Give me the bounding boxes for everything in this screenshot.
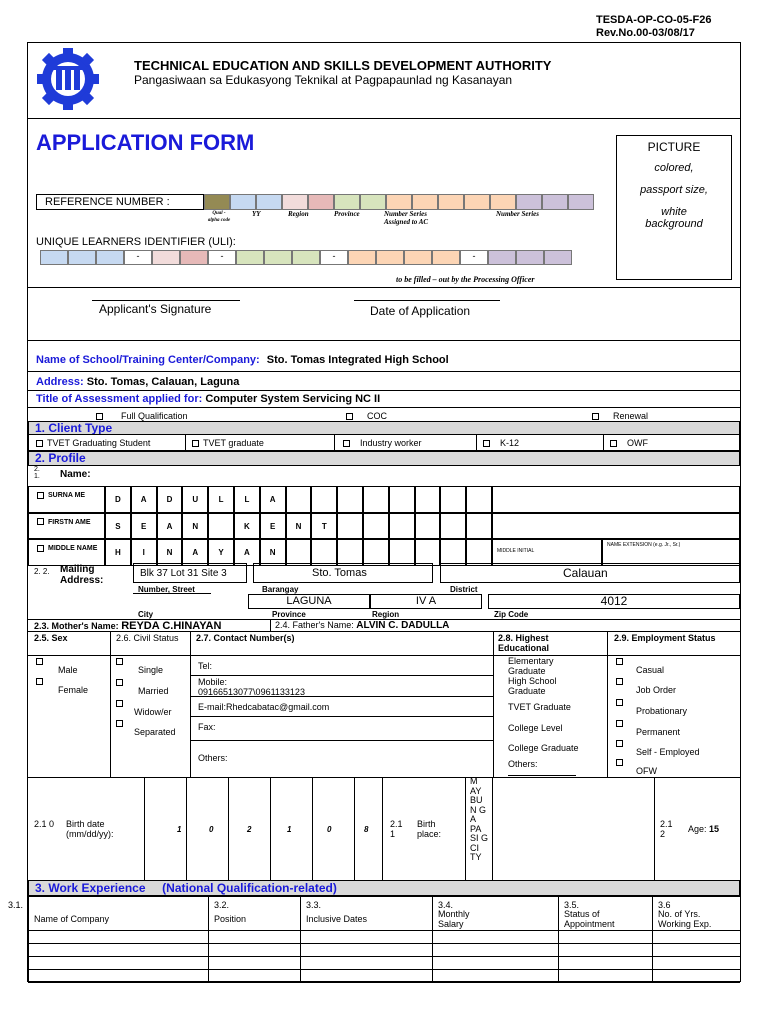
col-status-appointment: Status of Appointment (564, 909, 615, 929)
zip-caption: Zip Code (494, 610, 529, 619)
region-field[interactable]: IV A (370, 594, 482, 609)
date-of-application-label: Date of Application (370, 304, 471, 318)
date-line[interactable] (354, 300, 500, 301)
emp-probationary[interactable]: Probationary (616, 697, 687, 716)
barangay-caption: Barangay (262, 585, 299, 594)
col-position-num: 3.2. (214, 900, 230, 910)
name-letter-cell[interactable] (415, 513, 441, 540)
name-letter-cell[interactable] (363, 539, 389, 566)
middle-initial-field[interactable]: MIDDLE INITIAL (492, 539, 602, 566)
city-caption: City (138, 610, 154, 619)
client-tvet-graduate[interactable]: TVET graduate (192, 438, 264, 448)
name-letter-cell[interactable]: S (105, 513, 131, 540)
name-extra-cell[interactable] (492, 513, 740, 540)
col-years-num: 3.6 (658, 900, 671, 910)
name-letter-cell[interactable]: A (131, 486, 157, 513)
name-letter-cell[interactable]: D (105, 486, 131, 513)
divider (27, 340, 741, 341)
col-status-num: 3.5. (564, 900, 580, 910)
edu-title: 2.8. Highest Educational (498, 633, 550, 653)
agency-tagalog: Pangasiwaan sa Edukasyong Teknikal at Pagpapaunlad ng Kasanayan (134, 73, 513, 87)
processing-note: to be filled – out by the Processing Officer (396, 275, 535, 284)
name-letter-cell[interactable] (415, 539, 441, 566)
name-extra-cell[interactable] (492, 486, 740, 513)
sex-male[interactable]: Male (36, 656, 78, 675)
birth-date-label: Birth date (mm/dd/yy): (66, 819, 114, 839)
option-coc[interactable]: COC (346, 411, 387, 421)
emp-self-employed[interactable]: Self - Employed (616, 738, 700, 757)
emp-title: 2.9. Employment Status (614, 633, 716, 643)
name-letter-cell[interactable] (389, 539, 415, 566)
mailing-label: Mailing Address: (60, 564, 104, 586)
birth-digit-2[interactable]: 0 (209, 825, 214, 834)
name-letter-cell[interactable] (337, 539, 363, 566)
name-letter-cell[interactable] (286, 539, 312, 566)
signature-line[interactable] (92, 300, 240, 301)
col-inclusive-dates: Inclusive Dates (306, 914, 368, 924)
name-letter-cell[interactable] (208, 513, 234, 540)
contact-title: 2.7. Contact Number(s) (196, 633, 295, 643)
edu-elementary[interactable]: Elementary Graduate (508, 656, 554, 676)
option-full-qualification[interactable]: Full Qualification (96, 411, 188, 421)
emp-ofw[interactable]: OFW (616, 757, 657, 776)
name-letter-cell[interactable]: D (157, 486, 183, 513)
form-title: APPLICATION FORM (36, 130, 255, 155)
cap-qual: Qual - alpha code (207, 211, 231, 223)
divider (27, 287, 741, 288)
birth-digit-5[interactable]: 0 (327, 825, 332, 834)
birth-digit-1[interactable]: 1 (177, 825, 182, 834)
work-row-line (28, 930, 740, 931)
name-letter-cell[interactable] (286, 486, 312, 513)
name-letter-cell[interactable] (337, 486, 363, 513)
name-letter-cell[interactable] (311, 486, 337, 513)
profile-num: 2. 1. (34, 466, 40, 480)
edu-highschool[interactable]: High School Graduate (508, 676, 557, 696)
province-field[interactable]: LAGUNA (248, 594, 370, 609)
divider (27, 118, 741, 119)
name-letter-cell[interactable]: N (157, 539, 183, 566)
col-salary-num: 3.4. (438, 900, 454, 910)
name-letter-cell[interactable] (466, 486, 492, 513)
birth-place-value[interactable]: M AY BU N G A PA SI G CI TY (470, 776, 489, 862)
tel-label[interactable]: Tel: (198, 661, 213, 671)
client-tvet-graduating[interactable]: TVET Graduating Student (36, 438, 150, 448)
agency-name: TECHNICAL EDUCATION AND SKILLS DEVELOPMENT AUTHORITY (134, 58, 552, 73)
work-experience-header: 3. Work Experience (National Qualification-related) (28, 880, 740, 896)
emp-casual[interactable]: Casual (616, 656, 664, 675)
name-letter-cell[interactable]: N (260, 539, 286, 566)
name-row-label (28, 513, 105, 540)
reference-label-box: REFERENCE NUMBER : (36, 194, 204, 210)
email-row[interactable]: E-mail:Rhedcabatac@gmail.com (198, 702, 330, 712)
name-letter-cell[interactable] (440, 539, 466, 566)
name-letter-cell[interactable]: N (182, 513, 208, 540)
sex-female[interactable]: Female (36, 676, 88, 695)
work-col-line (432, 896, 433, 982)
applicant-signature-label: Applicant's Signature (99, 302, 212, 316)
mother-row: 2.3. Mother's Name: REYDA C.HINAYAN (34, 620, 222, 632)
work-row-line (28, 982, 740, 983)
sex-title: 2.5. Sex (34, 633, 68, 643)
name-letter-cell[interactable] (311, 539, 337, 566)
name-letter-cell[interactable]: Y (208, 539, 234, 566)
name-letter-cell[interactable]: A (234, 539, 260, 566)
edu-tvet[interactable]: TVET Graduate (508, 702, 571, 712)
birth-num: 2.1 0 (34, 819, 55, 829)
client-industry-worker[interactable]: Industry worker (343, 438, 422, 448)
assessment-row: Title of Assessment applied for: Computer System Servicing NC II (36, 393, 381, 405)
work-table (28, 896, 740, 982)
col-position: Position (214, 914, 247, 924)
emp-permanent[interactable]: Permanent (616, 718, 680, 737)
work-col-line (558, 896, 559, 982)
cap-series-ac: Number Series Assigned to AC (384, 210, 429, 226)
birth-digit-6[interactable]: 8 (364, 825, 369, 834)
age-row: Age: 15 (688, 824, 720, 834)
edu-college-graduate[interactable]: College Graduate (508, 743, 579, 753)
name-letter-cell[interactable]: L (234, 486, 260, 513)
father-row: 2.4. Father's Name: ALVIN C. DADULLA (275, 620, 450, 631)
work-num: 3.1. (8, 900, 24, 910)
name-row-label (28, 486, 105, 513)
name-letter-cell[interactable] (440, 486, 466, 513)
contact-others-label[interactable]: Others: (198, 753, 228, 763)
divider (27, 390, 741, 391)
name-grid (28, 486, 740, 566)
work-row-line (28, 943, 740, 944)
name-letter-cell[interactable] (466, 513, 492, 540)
name-letter-cell[interactable] (363, 486, 389, 513)
name-letter-cell[interactable] (363, 513, 389, 540)
address-row: Address: Sto. Tomas, Calauan, Laguna (36, 376, 240, 388)
name-letter-cell[interactable]: L (208, 486, 234, 513)
name-letter-cell[interactable]: K (234, 513, 260, 540)
work-col-line (208, 896, 209, 982)
mobile-row[interactable]: Mobile: 09166513077\0961133123 (198, 677, 305, 697)
street-field[interactable]: Blk 37 Lot 31 Site 3 (133, 563, 247, 583)
region-caption: Region (372, 610, 400, 619)
work-row-line (28, 969, 740, 970)
name-letter-cell[interactable]: E (260, 513, 286, 540)
district-caption: District (450, 585, 478, 594)
civil-title: 2.6. Civil Status (116, 633, 179, 643)
name-row-label-text: FIRSTN AME (48, 518, 91, 526)
name-row-label-text: MIDDLE NAME (48, 545, 98, 552)
cap-province: Province (334, 210, 360, 218)
work-col-line (300, 896, 301, 982)
emp-job-order[interactable]: Job Order (616, 676, 676, 695)
birth-digit-4[interactable]: 1 (287, 825, 292, 834)
name-letter-cell[interactable]: N (286, 513, 312, 540)
client-k12[interactable]: K-12 (483, 438, 519, 448)
cap-region: Region (288, 210, 309, 218)
civil-single[interactable]: Single (116, 656, 163, 675)
divider (27, 371, 741, 372)
civil-married[interactable]: Married (116, 677, 169, 696)
name-letter-cell[interactable]: I (131, 539, 157, 566)
name-letter-cell[interactable]: A (157, 513, 183, 540)
name-letter-cell[interactable] (415, 486, 441, 513)
name-letter-cell[interactable]: H (105, 539, 131, 566)
name-letter-cell[interactable] (389, 513, 415, 540)
divider (27, 407, 741, 408)
civil-widower[interactable]: Widow/er (116, 698, 172, 717)
province-caption: Province (272, 610, 306, 619)
birth-place-label: Birth place: (417, 819, 442, 839)
cap-yy: YY (252, 210, 261, 218)
birth-digit-3[interactable]: 2 (247, 825, 252, 834)
name-extension-field[interactable]: NAME EXTENSION (e.g. Jr., Sr.) (602, 539, 740, 566)
work-col-line (652, 896, 653, 982)
name-letter-cell[interactable] (389, 486, 415, 513)
name-letter-cell[interactable]: E (131, 513, 157, 540)
name-letter-cell[interactable]: T (311, 513, 337, 540)
uli-label: UNIQUE LEARNERS IDENTIFIER (ULI): (36, 236, 236, 248)
age-num: 2.1 2 (660, 819, 673, 839)
col-monthly-salary: Monthly Salary (438, 909, 470, 929)
work-row-line (28, 896, 740, 897)
school-row: Name of School/Training Center/Company: Sto. Tomas Integrated High School (36, 354, 449, 366)
mailing-num: 2. 2. (34, 567, 50, 576)
fax-label[interactable]: Fax: (198, 722, 216, 732)
name-letter-cell[interactable] (466, 539, 492, 566)
col-years-exp: No. of Yrs. Working Exp. (658, 909, 712, 929)
col-name-of-company: Name of Company (34, 914, 110, 924)
street-caption: Number, Street (138, 585, 195, 594)
edu-others[interactable]: Others: (508, 759, 538, 769)
zip-field[interactable]: 4012 (488, 594, 740, 609)
client-owf[interactable]: OWF (610, 438, 648, 448)
work-row-line (28, 956, 740, 957)
birth-place-num: 2.1 1 (390, 819, 403, 839)
name-row-label-text: SURNA ME (48, 492, 86, 499)
district-field[interactable]: Calauan (440, 563, 740, 583)
cap-series: Number Series (496, 210, 539, 218)
picture-box: PICTURE colored, passport size, white background (616, 135, 732, 280)
profile-header: 2. Profile (28, 451, 740, 466)
client-type-header: 1. Client Type (28, 421, 740, 435)
name-letter-cell[interactable]: A (260, 486, 286, 513)
option-renewal[interactable]: Renewal (592, 411, 648, 421)
name-row-label (28, 539, 105, 566)
civil-separated[interactable]: Separated (116, 718, 176, 737)
edu-college-level[interactable]: College Level (508, 723, 563, 733)
name-letter-cell[interactable]: A (182, 539, 208, 566)
tesda-logo (32, 46, 104, 112)
name-letter-cell[interactable] (337, 513, 363, 540)
name-letter-cell[interactable]: U (182, 486, 208, 513)
form-code: TESDA-OP-CO-05-F26 Rev.No.00-03/08/17 (596, 14, 712, 39)
name-letter-cell[interactable] (440, 513, 466, 540)
name-label: Name: (60, 469, 91, 480)
barangay-field[interactable]: Sto. Tomas (253, 563, 433, 583)
col-dates-num: 3.3. (306, 900, 322, 910)
